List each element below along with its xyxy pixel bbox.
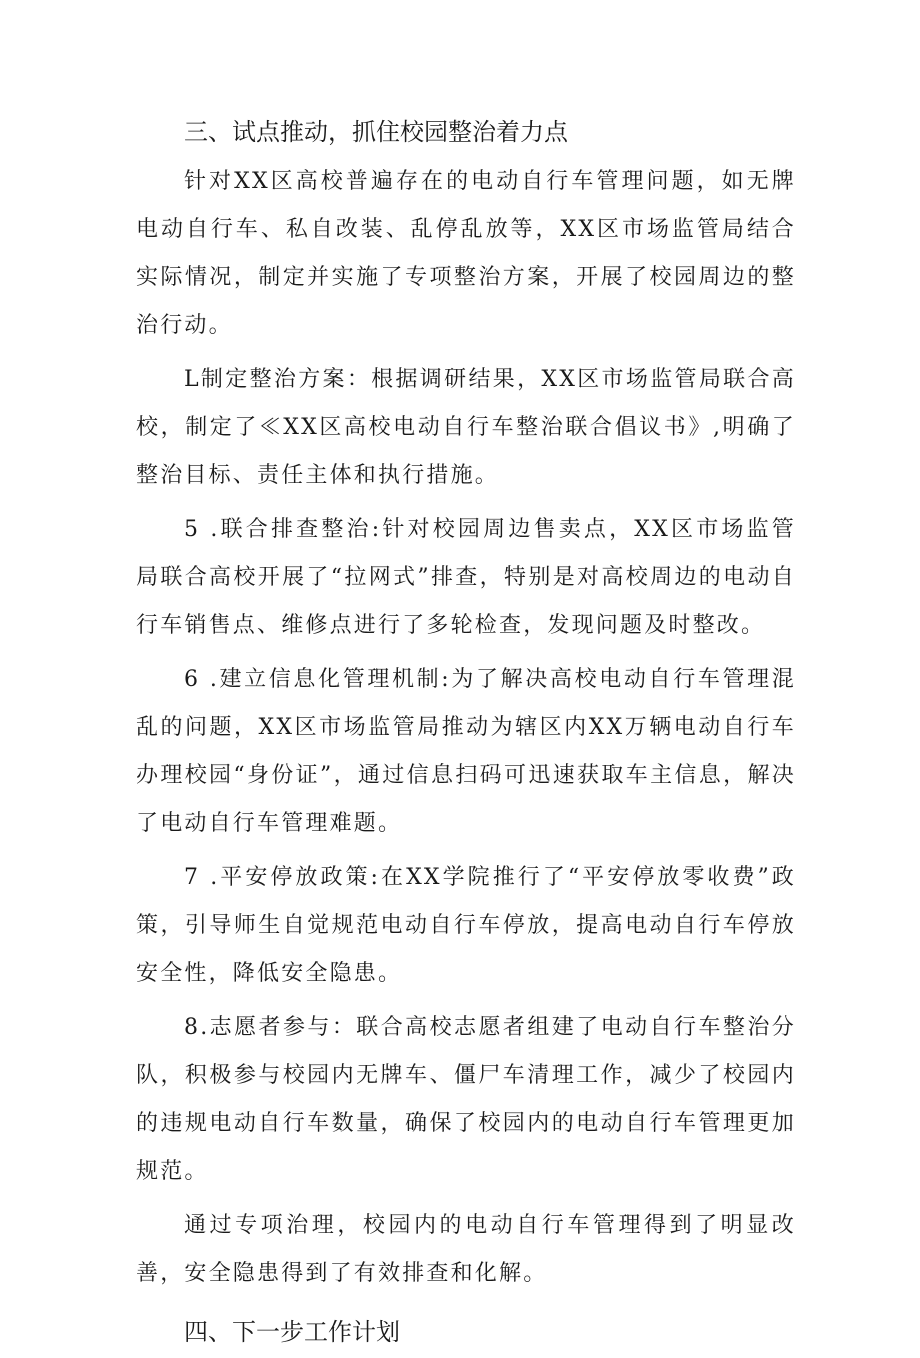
paragraph-item-volunteers: 8.志愿者参与：联合高校志愿者组建了电动自行车整治分队，积极参与校园内无牌车、僵尸车清理工作，减少了校园内的违规电动自行车数量，确保了校园内的电动自行车管理更加规范。 <box>136 1015 796 1184</box>
paragraph-item-parking: 7 .平安停放政策:在XX学院推行了“平安停放零收费”政策，引导师生自觉规范电动自行车停放，提高电动自行车停放安全性，降低安全隐患。 <box>136 865 796 986</box>
paragraph-item-plan: L制定整治方案：根据调研结果，XX区市场监管局联合高校，制定了≪XX区高校电动自行车整治联合倡议书》,明确了整治目标、责任主体和执行措施。 <box>136 367 796 488</box>
paragraph-intro: 针对XX区高校普遍存在的电动自行车管理问题，如无牌电动自行车、私自改装、乱停乱放等，XX区市场监管局结合实际情况，制定并实施了专项整治方案，开展了校园周边的整治行动。 <box>136 169 796 338</box>
paragraph-item-information: 6 .建立信息化管理机制:为了解决高校电动自行车管理混乱的问题，XX区市场监管局推动为辖区内XX万辆电动自行车办理校园“身份证”，通过信息扫码可迅速获取车主信息，解决了电动自行车管理难题。 <box>136 667 796 836</box>
document-body <box>136 112 796 1358</box>
paragraph-item-inspection: 5 .联合排查整治:针对校园周边售卖点，XX区市场监管局联合高校开展了“拉网式”排查，特别是对高校周边的电动自行车销售点、维修点进行了多轮检查，发现问题及时整改。 <box>136 517 796 638</box>
paragraph-summary: 通过专项治理，校园内的电动自行车管理得到了明显改善，安全隐患得到了有效排查和化解。 <box>136 1213 796 1286</box>
section-heading-4: 四、下一步工作计划 <box>184 1318 400 1346</box>
section-heading-3: 三、试点推动，抓住校园整治着力点 <box>184 118 568 146</box>
